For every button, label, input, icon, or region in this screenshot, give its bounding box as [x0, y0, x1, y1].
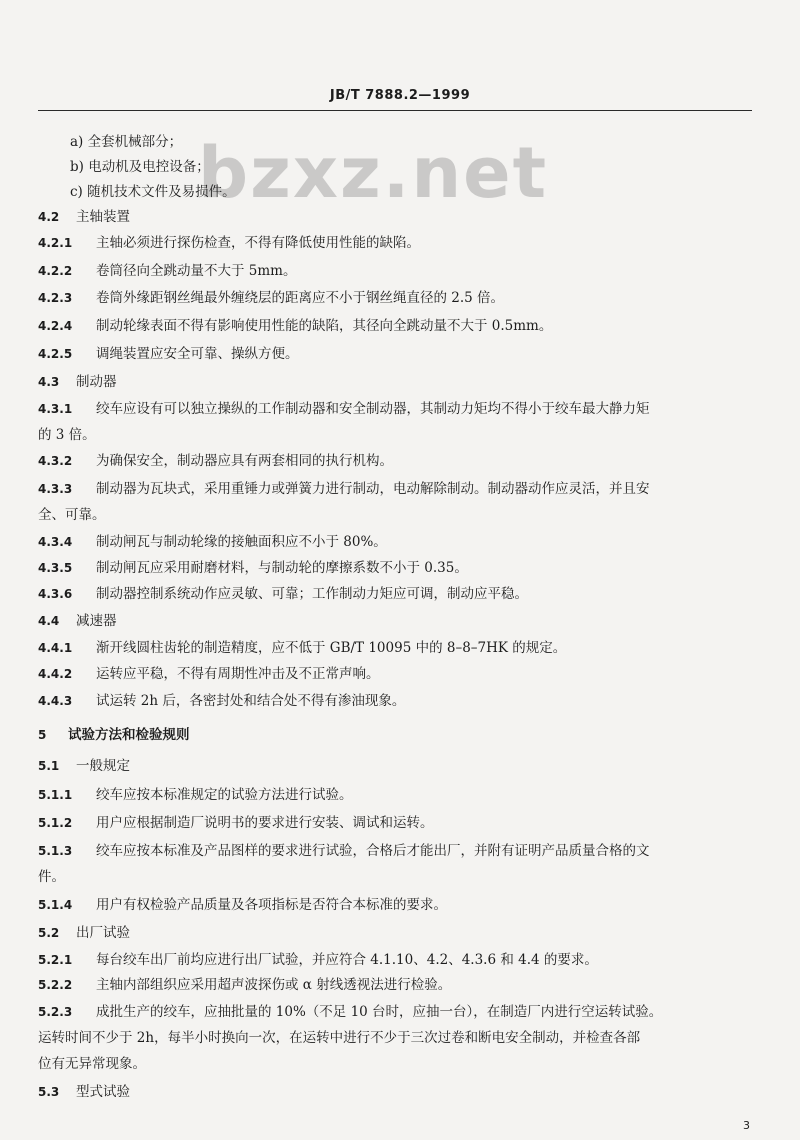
header-rule [38, 110, 752, 111]
clause-text: c) 随机技术文件及易损件。 [70, 184, 236, 200]
text-line [38, 262, 756, 280]
clause-text: 卷筒外缘距钢丝绳最外缠绕层的距离应不小于钢丝绳直径的 2.5 倍。 [96, 290, 505, 306]
clause-number: 5.1.3 [38, 844, 73, 858]
text-line [38, 345, 756, 363]
clause-text: 用户应根据制造厂说明书的要求进行安装、调试和运转。 [96, 815, 434, 831]
text-line [38, 612, 756, 630]
clause-number: 4.3.1 [38, 402, 73, 416]
text-line [38, 951, 756, 969]
clause-number: 5.1.2 [38, 816, 73, 830]
text-line [38, 976, 756, 994]
text-line [38, 786, 756, 804]
text-line [38, 373, 756, 391]
text-line [38, 1003, 756, 1021]
clause-text: 件。 [38, 869, 65, 885]
clause-number: 4.3.6 [38, 587, 73, 601]
clause-text: 的 3 倍。 [38, 427, 96, 443]
clause-text: 出厂试验 [76, 925, 130, 941]
text-line [38, 533, 756, 551]
clause-number: 5.2.3 [38, 1005, 73, 1019]
clause-text: 渐开线圆柱齿轮的制造精度，应不低于 GB/T 10095 中的 8–8–7HK 的规定。 [96, 640, 567, 656]
clause-text: b) 电动机及电控设备； [70, 159, 210, 175]
text-line [38, 814, 756, 832]
clause-text: 每台绞车出厂前均应进行出厂试验，并应符合 4.1.10、4.2、4.3.6 和 4.4 的要求。 [96, 952, 598, 968]
text-line [38, 639, 756, 657]
clause-text: 制动器控制系统动作应灵敏、可靠；工作制动力矩应可调，制动应平稳。 [96, 586, 528, 602]
clause-text: 运转应平稳，不得有周期性冲击及不正常声响。 [96, 666, 380, 682]
clause-number: 4.3.2 [38, 454, 73, 468]
text-line [70, 158, 788, 176]
clause-text: 试运转 2h 后，各密封处和结合处不得有渗油现象。 [96, 693, 406, 709]
clause-number: 5.2.1 [38, 953, 73, 967]
clause-text: 绞车应按本标准规定的试验方法进行试验。 [96, 787, 353, 803]
clause-number: 4.4.1 [38, 641, 73, 655]
clause-number: 5.1.4 [38, 898, 73, 912]
clause-text: 减速器 [76, 613, 117, 629]
text-line [38, 726, 756, 744]
text-line [38, 559, 756, 577]
clause-text: 位有无异常现象。 [38, 1056, 146, 1072]
text-line [38, 924, 756, 942]
clause-text: 制动闸瓦应采用耐磨材料，与制动轮的摩擦系数不小于 0.35。 [96, 560, 468, 576]
clause-text: 制动器为瓦块式，采用重锤力或弹簧力进行制动，电动解除制动。制动器动作应灵活，并且安 [96, 481, 650, 497]
text-line [38, 842, 756, 860]
text-line [38, 317, 756, 335]
clause-number: 5.1 [38, 759, 60, 773]
clause-text: 制动闸瓦与制动轮缘的接触面积应不小于 80%。 [96, 534, 387, 550]
clause-text: 调绳装置应安全可靠、操纵方便。 [96, 346, 299, 362]
text-line [70, 133, 788, 151]
clause-number: 4.3.3 [38, 482, 73, 496]
clause-text: a) 全套机械部分； [70, 134, 183, 150]
clause-text: 为确保安全，制动器应具有两套相同的执行机构。 [96, 453, 393, 469]
clause-number: 5.3 [38, 1085, 60, 1099]
text-line [38, 757, 756, 775]
clause-text: 绞车应设有可以独立操纵的工作制动器和安全制动器，其制动力矩均不得小于绞车最大静力矩 [96, 401, 650, 417]
clause-text: 试验方法和检验规则 [68, 727, 190, 743]
clause-text: 主轴必须进行探伤检查，不得有降低使用性能的缺陷。 [96, 235, 420, 251]
clause-number: 4.4 [38, 614, 60, 628]
text-line [38, 289, 756, 307]
text-line [70, 183, 788, 201]
clause-number: 4.3.5 [38, 561, 73, 575]
text-line [38, 400, 756, 418]
text-line [38, 234, 756, 252]
text-line [38, 452, 756, 470]
clause-text: 运转时间不少于 2h，每半小时换向一次，在运转中进行不少于三次过卷和断电安全制动，并检查各部 [38, 1030, 641, 1046]
text-line [38, 506, 756, 524]
clause-text: 制动轮缘表面不得有影响使用性能的缺陷，其径向全跳动量不大于 0.5mm。 [96, 318, 553, 334]
clause-number: 4.2.2 [38, 264, 73, 278]
text-line [38, 692, 756, 710]
clause-number: 5.1.1 [38, 788, 73, 802]
page-header: JB/T 7888.2—1999 [329, 88, 471, 103]
clause-text: 全、可靠。 [38, 507, 106, 523]
clause-text: 主轴内部组织应采用超声波探伤或 α 射线透视法进行检验。 [96, 977, 452, 993]
text-line [38, 426, 756, 444]
clause-number: 5 [38, 728, 47, 742]
clause-number: 4.4.3 [38, 694, 73, 708]
clause-number: 5.2 [38, 926, 60, 940]
clause-number: 4.4.2 [38, 667, 73, 681]
text-line [38, 1083, 756, 1101]
text-line [38, 585, 756, 603]
clause-number: 4.2 [38, 210, 60, 224]
page-number: 3 [743, 1119, 750, 1132]
clause-text: 用户有权检验产品质量及各项指标是否符合本标准的要求。 [96, 897, 447, 913]
clause-text: 制动器 [76, 374, 117, 390]
text-line [38, 665, 756, 683]
clause-number: 4.2.5 [38, 347, 73, 361]
clause-number: 4.2.1 [38, 236, 73, 250]
clause-text: 主轴装置 [76, 209, 130, 225]
clause-number: 4.3 [38, 375, 60, 389]
clause-number: 5.2.2 [38, 978, 73, 992]
text-line [38, 896, 756, 914]
text-line [38, 868, 756, 886]
text-line [38, 208, 756, 226]
clause-text: 一般规定 [76, 758, 130, 774]
clause-text: 型式试验 [76, 1084, 130, 1100]
clause-text: 卷筒径向全跳动量不大于 5mm。 [96, 263, 297, 279]
clause-number: 4.2.3 [38, 291, 73, 305]
text-line [38, 480, 756, 498]
text-line [38, 1055, 756, 1073]
text-line [38, 1029, 756, 1047]
clause-text: 绞车应按本标准及产品图样的要求进行试验，合格后才能出厂，并附有证明产品质量合格的文 [96, 843, 650, 859]
clause-text: 成批生产的绞车，应抽批量的 10%（不足 10 台时，应抽一台），在制造厂内进行空运转试验。 [96, 1004, 663, 1020]
watermark: bzxz.net [198, 132, 549, 214]
clause-number: 4.2.4 [38, 319, 73, 333]
clause-number: 4.3.4 [38, 535, 73, 549]
